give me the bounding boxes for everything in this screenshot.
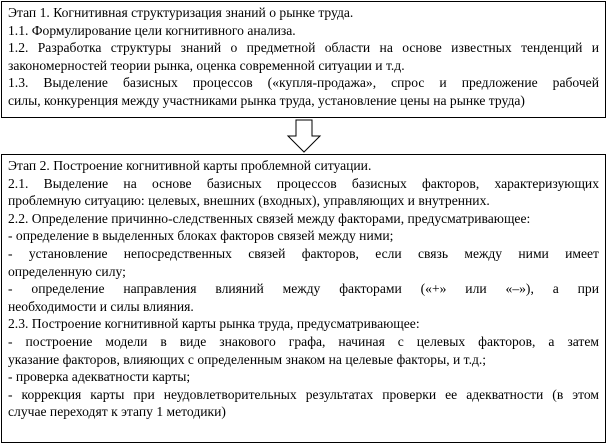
stage-2-line: - построение модели в виде знакового графа, начиная с целевых факторов, а затем <box>8 333 599 349</box>
stage-1-box <box>1 1 606 118</box>
stage-1-line: 1.3. Выделение базисных процессов («купля-продажа», спрос и предложение рабочей <box>8 75 599 91</box>
stage-2-line: указание факторов, влияющих с определенным знаком на целевые факторы, и т.д.; <box>8 351 487 367</box>
stage-2-title: Этап 2. Построение когнитивной карты проблемной ситуации. <box>8 158 372 173</box>
stage-2-line: - определение в выделенных блоках факторов связей между ними; <box>8 228 394 244</box>
down-arrow-icon <box>286 119 322 153</box>
stage-1-line: закономерностей теории рынка, оценка современной ситуации и т.д. <box>8 57 405 73</box>
stage-1-line: 1.2. Разработка структуры знаний о предметной области на основе известных тенденций и <box>8 40 599 56</box>
stage-2-line: - проверка адекватности карты; <box>8 369 191 385</box>
down-arrow-shape <box>288 120 320 152</box>
stage-2-line: 2.1. Выделение на основе базисных процессов базисных факторов, характеризующих <box>8 175 599 191</box>
stage-1-title: Этап 1. Когнитивная структуризация знаний о рынке труда. <box>8 5 354 20</box>
stage-2-line: - коррекция карты при неудовлетворительных результатах проверки ее адекватности (в этом <box>8 386 599 402</box>
stage-2-line: случае переходят к этапу 1 методики) <box>8 404 226 420</box>
stage-1-line: силы, конкуренция между участниками рынка труда, установление цены на рынке труда) <box>8 92 525 108</box>
stage-2-line: необходимости и силы влияния. <box>8 298 194 314</box>
stage-2-line: 2.3. Построение когнитивной карты рынка труда, предусматривающее: <box>8 316 420 332</box>
stage-2-line: - установление непосредственных связей факторов, если связь между ними имеет <box>8 245 599 261</box>
stage-2-line: - определение направления влияний между факторами («+» или «–»), а при <box>8 281 599 297</box>
stage-1-line: 1.1. Формулирование цели когнитивного анализа. <box>8 22 296 38</box>
stage-2-line: проблемную ситуацию: целевых, внешних (входных), управляющих и внутренних. <box>8 193 490 209</box>
stage-2-line: определенную силу; <box>8 263 126 279</box>
stage-2-line: 2.2. Определение причинно-следственных связей между факторами, предусматривающее: <box>8 210 531 226</box>
stage-2-box <box>1 154 606 443</box>
